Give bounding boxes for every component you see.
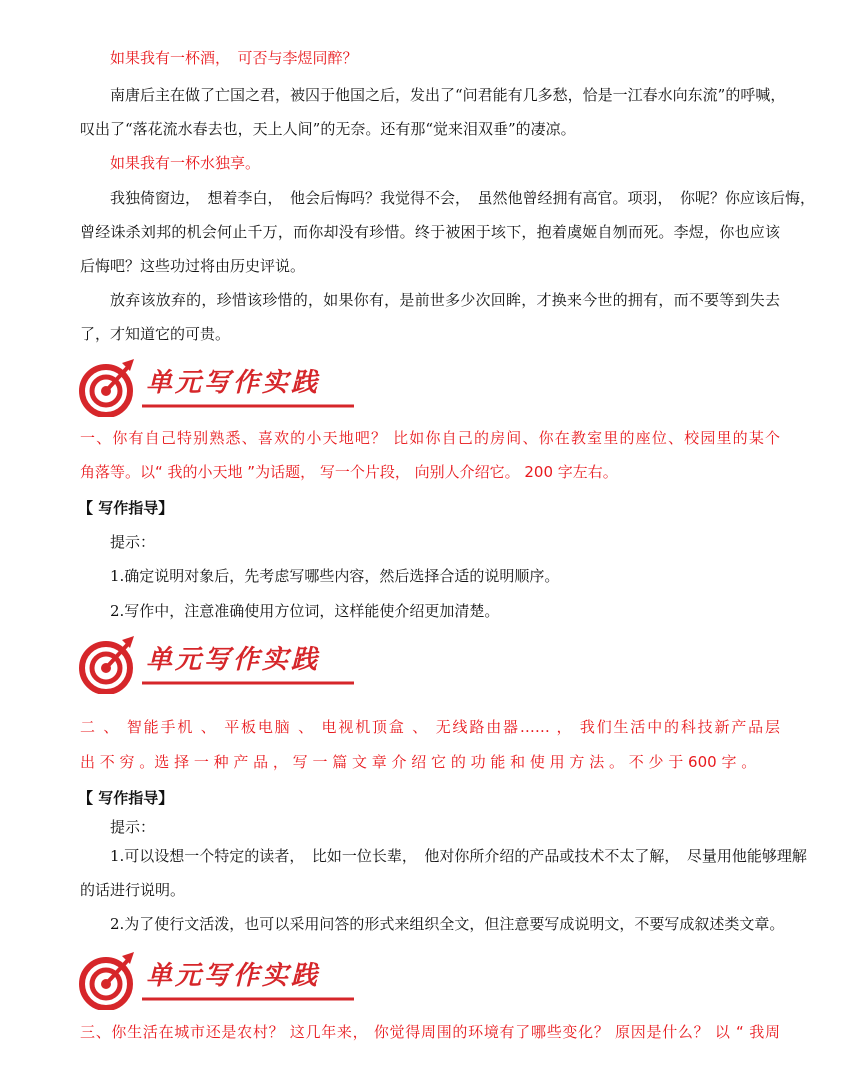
essay-paragraph-2-line-3: 后悔吧？这些功过将由历史评说。 bbox=[80, 257, 306, 275]
target-arrow-icon bbox=[82, 952, 134, 1008]
section-2-tip-2: 2.为了使行文活泼，也可以采用问答的形式来组织全文，但注意要写成说明文，不要写成叙述类文章。 bbox=[110, 915, 785, 933]
essay-paragraph-3-line-1: 放弃该放弃的，珍惜该珍惜的，如果你有，是前世多少次回眸，才换来今世的拥有，而不要等到失去 bbox=[110, 291, 780, 309]
section-3-prompt-line-1: 三、你生活在城市还是农村？ 这几年来， 你觉得周围的环境有了哪些变化？ 原因是什么？ 以 “ 我周 bbox=[80, 1023, 780, 1041]
section-2-tip-label: 提示： bbox=[110, 818, 156, 836]
unit-writing-banner bbox=[76, 946, 356, 1010]
section-2-prompt-line-2: 出 不 穷 。选 择 一 种 产 品 ， 写 一 篇 文 章 介 绍 它 的 功 能 和 使 用 方 法 。 不 少 于 600 字 。 bbox=[80, 753, 757, 771]
section-2-tip-1-line-2: 的话进行说明。 bbox=[80, 881, 186, 899]
section-1-tip-1: 1.确定说明对象后，先考虑写哪些内容，然后选择合适的说明顺序。 bbox=[110, 567, 560, 585]
banner-text: 单元写作实践 bbox=[146, 645, 321, 675]
essay-paragraph-1-line-1: 南唐后主在做了亡国之君，被囚于他国之后，发出了“问君能有几多愁，恰是一江春水向东流”的呼喊， bbox=[110, 86, 786, 104]
banner-text: 单元写作实践 bbox=[146, 961, 321, 991]
essay-quote-1: 如果我有一杯酒， 可否与李煜同醉？ bbox=[110, 49, 358, 67]
target-arrow-icon bbox=[82, 636, 134, 692]
target-arrow-icon bbox=[82, 359, 134, 415]
essay-paragraph-2-line-1: 我独倚窗边， 想着李白， 他会后悔吗？我觉得不会， 虽然他曾经拥有高官。项羽， 你呢？你应该后悔， bbox=[110, 189, 816, 207]
essay-paragraph-1-line-2: 叹出了“落花流水春去也，天上人间”的无奈。还有那“觉来泪双垂”的凄凉。 bbox=[80, 120, 576, 138]
section-1-tip-label: 提示： bbox=[110, 533, 156, 551]
essay-quote-2: 如果我有一杯水独享。 bbox=[110, 154, 261, 172]
section-2-prompt-line-1: 二 、 智能手机 、 平板电脑 、 电视机顶盒 、 无线路由器…… ， 我们生活中的科技新产品层 bbox=[80, 718, 780, 736]
essay-paragraph-3-line-2: 了，才知道它的可贵。 bbox=[80, 325, 231, 343]
section-1-prompt-line-1: 一、你有自己特别熟悉、喜欢的小天地吧？ 比如你自己的房间、你在教室里的座位、校园里的某个 bbox=[80, 429, 780, 447]
banner-text: 单元写作实践 bbox=[146, 368, 321, 398]
section-1-tip-2: 2.写作中，注意准确使用方位词，这样能使介绍更加清楚。 bbox=[110, 602, 500, 620]
section-1-prompt-line-2: 角落等。以“ 我的小天地 ”为话题， 写一个片段， 向别人介绍它。 200 字左右。 bbox=[80, 463, 618, 481]
section-1-guide-title: 【 写作指导】 bbox=[78, 499, 174, 517]
section-2-tip-1-line-1: 1.可以设想一个特定的读者， 比如一位长辈， 他对你所介绍的产品或技术不太了解， 尽量用他能够理解 bbox=[110, 847, 807, 865]
section-2-guide-title: 【 写作指导】 bbox=[78, 789, 174, 807]
essay-paragraph-2-line-2: 曾经诛杀刘邦的机会何止千万，而你却没有珍惜。终于被困于垓下，抱着虞姬自刎而死。李煜，你也应该 bbox=[80, 223, 780, 241]
unit-writing-banner bbox=[76, 353, 356, 417]
unit-writing-banner bbox=[76, 630, 356, 694]
